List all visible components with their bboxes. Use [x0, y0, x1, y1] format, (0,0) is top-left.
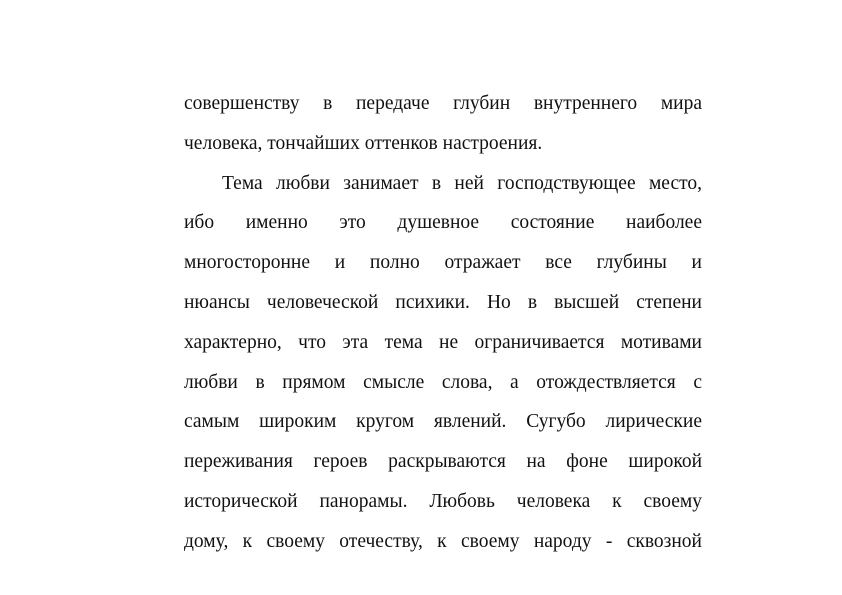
text-line-paragraph-end: человека, тончайших оттенков настроения. — [184, 132, 543, 154]
text-line: многосторонне и полно отражает все глубины и — [184, 252, 702, 274]
text-line: ибо именно это душевное состояние наиболее — [184, 212, 702, 234]
text-line: нюансы человеческой психики. Но в высшей степени — [184, 291, 702, 313]
text-line: самым широким кругом явлений. Сугубо лирические — [184, 411, 702, 433]
text-line: совершенству в передаче глубин внутреннего мира — [184, 93, 702, 114]
text-line-paragraph-start: Тема любви занимает в ней господствующее место, — [222, 172, 702, 194]
text-line: характерно, что эта тема не ограничивается мотивами — [184, 331, 702, 353]
text-line: переживания героев раскрываются на фоне широкой — [184, 451, 702, 473]
text-line: исторической панорамы. Любовь человека к своему — [184, 490, 702, 512]
text-line: дому, к своему отечеству, к своему народу - сквозной — [184, 530, 702, 552]
text-line: любви в прямом смысле слова, а отождествляется с — [184, 371, 702, 393]
text-body — [184, 84, 702, 562]
